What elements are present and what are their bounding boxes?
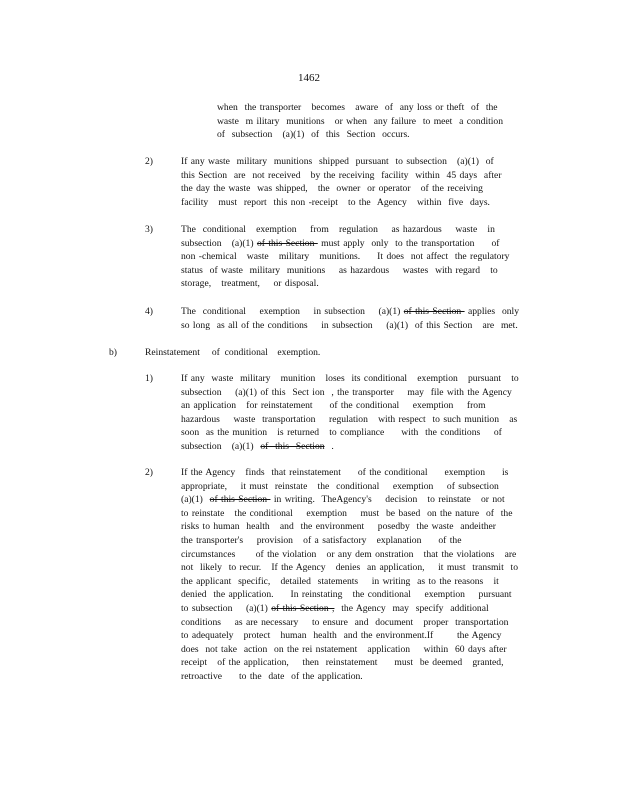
deleted-text: of this Section (403, 306, 465, 317)
text-line: retroactive to the date of the application. (181, 670, 363, 682)
text-segment: applies only (464, 306, 520, 317)
text-line: appropriate, it must reinstate the conditional exemption of subsection (181, 480, 499, 492)
deleted-text: of this Section , (271, 602, 335, 614)
item-number: 3) (145, 224, 153, 235)
b-item-1-paragraph (181, 372, 541, 454)
text-line: storage, treatment, or disposal. (181, 278, 319, 290)
item-number: 4) (145, 306, 153, 317)
deleted-text: of this Section (209, 494, 271, 506)
page-number: 1462 (298, 72, 320, 84)
text-line: to reinstate the conditional exemption must be based on the nature of the (181, 507, 513, 519)
text-line (181, 493, 541, 507)
deleted-text: of this Section (260, 440, 325, 452)
text-line: not likely to recur. If the Agency denies an application, it must transmit to (181, 562, 518, 574)
text-line: facility must report this non -receipt to the Agency within five days. (181, 196, 490, 208)
item-number: 2) (145, 467, 153, 478)
text-line: waste m ilitary munitions or when any failure to meet a condition (217, 115, 504, 127)
text-line: hazardous waste transportation regulation with respect to such munition as (181, 413, 518, 425)
text-line: risks to human health and the environment posedby the waste andeither (181, 521, 497, 533)
text-segment: The conditional exemption in subsection (a)(1) (181, 306, 404, 317)
text-line (181, 440, 541, 454)
text-line: does not take action on the rei nstatement application within 60 days after (181, 643, 507, 655)
text-line: subsection (a)(1) of this Sect ion , the transporter may file with the Agency (181, 386, 512, 398)
text-line: when the transporter becomes aware of any loss or theft of the (217, 102, 498, 113)
text-line (181, 602, 541, 616)
text-segment: in writing. TheAgency's decision to reinstate or not (270, 494, 505, 506)
item-3-paragraph (181, 223, 541, 291)
text-line: the transporter's provision of a satisfactory explanation of the (181, 534, 462, 546)
text-segment: must apply only to the transportation of (317, 237, 500, 249)
text-segment: subsection (a)(1) (181, 440, 261, 452)
text-segment: . (324, 440, 334, 452)
text-line: of subsection (a)(1) of this Section occurs. (217, 129, 410, 141)
text-segment: subsection (a)(1) (181, 237, 257, 249)
text-line (181, 305, 541, 319)
text-line: soon as the munition is returned to compliance with the conditions of (181, 427, 502, 439)
text-segment: the Agency may specify additional (334, 602, 489, 614)
text-segment: to subsection (a)(1) (181, 602, 272, 614)
text-line: If any waste military munitions shipped pursuant to subsection (a)(1) of (181, 156, 494, 167)
text-line: the applicant specific, detailed statements in writing as to the reasons it (181, 575, 499, 587)
text-segment: (a)(1) (181, 494, 210, 506)
text-line: circumstances of the violation or any dem onstration that the violations are (181, 548, 517, 560)
item-number: 2) (145, 156, 153, 167)
deleted-text: of this Section (256, 237, 318, 249)
section-heading: Reinstatement of conditional exemption. (145, 347, 321, 358)
text-line: so long as all of the conditions in subsection (a)(1) of this Section are met. (181, 319, 518, 331)
text-line: If any waste military munition loses its conditional exemption pursuant to (181, 373, 519, 384)
text-line: The conditional exemption from regulation as hazardous waste in (181, 224, 495, 235)
b-item-2-paragraph (181, 466, 541, 684)
item-2-paragraph (181, 155, 541, 209)
text-line: the day the waste was shipped, the owner or operator of the receiving (181, 183, 483, 195)
section-label: b) (109, 347, 117, 358)
text-line: to adequately protect human health and the environment.If the Agency (181, 630, 502, 642)
text-line: denied the application. In reinstating the conditional exemption pursuant (181, 589, 512, 601)
text-line: receipt of the application, then reinstatement must be deemed granted, (181, 657, 504, 669)
text-line: non -chemical waste military munitions. It does not affect the regulatory (181, 251, 510, 263)
text-line: If the Agency finds that reinstatement of the conditional exemption is (181, 467, 509, 478)
item-number: 1) (145, 373, 153, 384)
item-4-paragraph (181, 305, 541, 332)
text-line: this Section are not received by the receiving facility within 45 days after (181, 169, 502, 181)
text-line (181, 237, 541, 251)
text-line: conditions as are necessary to ensure and document proper transportation (181, 616, 509, 628)
text-line: an application for reinstatement of the conditional exemption from (181, 400, 486, 412)
continuation-paragraph (217, 101, 537, 142)
text-line: status of waste military munitions as hazardous wastes with regard to (181, 264, 498, 276)
